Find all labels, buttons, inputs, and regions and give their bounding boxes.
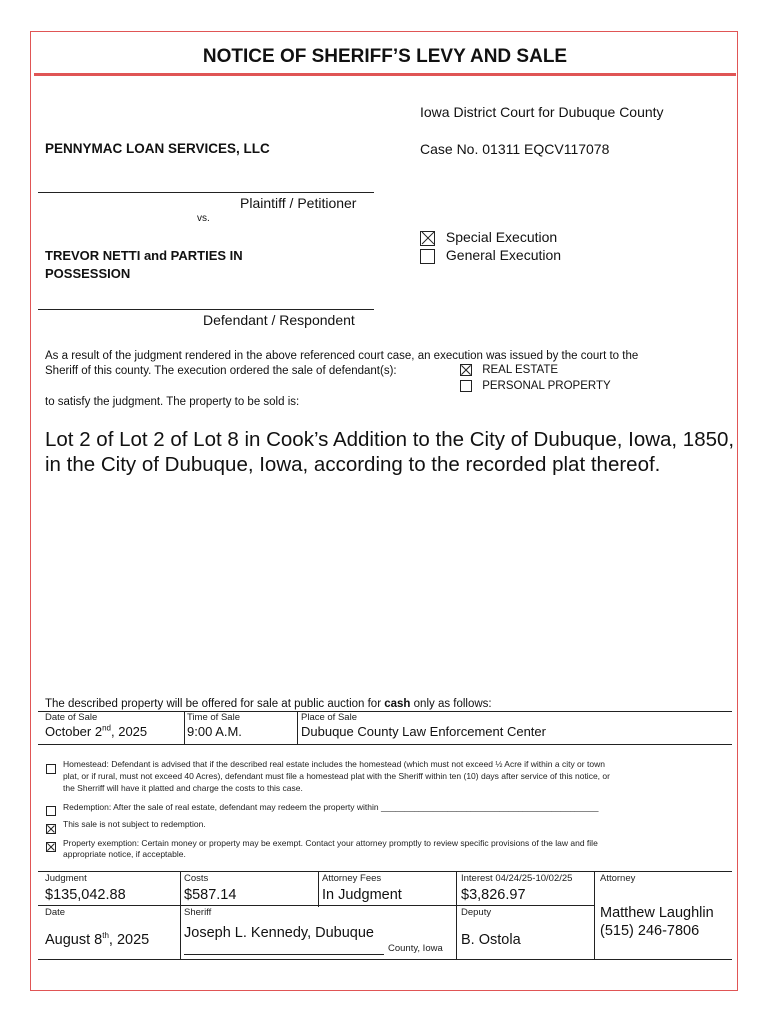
exemption-checkbox-wrap: [46, 838, 56, 856]
personal-property-label: PERSONAL PROPERTY: [482, 380, 611, 392]
real-estate-row: [460, 363, 558, 378]
signature-date-label: Date: [45, 907, 66, 918]
sheriff-signature-rule: [184, 954, 384, 955]
sale-table-top-rule: [38, 711, 732, 712]
redemption-text: Redemption: After the sale of real estate, defendant may redeem the property within ______________________________________________: [63, 802, 599, 812]
special-execution-checkbox[interactable]: [420, 231, 435, 246]
amounts-bottom-rule: [38, 959, 732, 960]
costs-label: Costs: [184, 873, 209, 884]
defendant-name-line2: POSSESSION: [45, 266, 131, 281]
versus-label: vs.: [197, 213, 210, 224]
general-execution-label: General Execution: [445, 247, 562, 263]
homestead-checkbox[interactable]: [46, 764, 56, 774]
place-of-sale-value: Dubuque County Law Enforcement Center: [301, 724, 546, 739]
satisfy-text: to satisfy the judgment. The property to be sold is:: [45, 396, 300, 408]
attorney-name: Matthew Laughlin: [600, 905, 714, 921]
sale-table-bottom-rule: [38, 744, 732, 745]
auction-text-cash: cash: [384, 698, 411, 710]
amounts-middle-rule: [38, 905, 594, 906]
defendant-rule: [38, 309, 374, 310]
sale-divider-2: [297, 711, 298, 744]
attorney-label: Attorney: [600, 873, 636, 884]
real-estate-label: REAL ESTATE: [482, 364, 559, 376]
attorney-fees-value: In Judgment: [322, 887, 402, 903]
sheriff-name: Joseph L. Kennedy, Dubuque: [184, 925, 374, 941]
date-of-sale-value: October 2nd, 2025: [45, 723, 148, 739]
special-execution-label: Special Execution: [445, 229, 558, 245]
document-title: NOTICE OF SHERIFF’S LEVY AND SALE: [202, 46, 568, 67]
date-of-sale-label: Date of Sale: [45, 712, 98, 723]
attorney-fees-label: Attorney Fees: [322, 873, 382, 884]
amounts-divider-1: [180, 871, 181, 959]
exemption-line1: Property exemption: Certain money or property may be exempt. Contact your attorney promptly to review specific provisions of the law and file: [63, 838, 598, 848]
auction-text-before: The described property will be offered for sale at public auction for: [45, 698, 385, 710]
personal-property-row: [460, 379, 611, 394]
homestead-line3: the Sherriff will have it platted and charge the costs to this case.: [63, 783, 303, 793]
exemption-checkbox[interactable]: [46, 842, 56, 852]
property-description-line1: Lot 2 of Lot 2 of Lot 8 in Cook’s Addition to the City of Dubuque, Iowa, 1850,: [45, 428, 735, 451]
judgment-value: $135,042.88: [45, 887, 126, 903]
homestead-checkbox-wrap: [46, 760, 56, 778]
sheriff-label: Sheriff: [184, 907, 212, 918]
place-of-sale-label: Place of Sale: [301, 712, 357, 723]
special-execution-row: [420, 229, 557, 246]
plaintiff-rule: [38, 192, 374, 193]
exemption-line2: appropriate notice, if acceptable.: [63, 849, 186, 859]
auction-text-after: only as follows:: [410, 698, 492, 710]
costs-value: $587.14: [184, 887, 237, 903]
amounts-top-rule: [38, 871, 732, 872]
deputy-name: B. Ostola: [461, 932, 521, 948]
plaintiff-name: PENNYMAC LOAN SERVICES, LLC: [45, 141, 270, 156]
deputy-label: Deputy: [461, 907, 492, 918]
defendant-name-line1: TREVOR NETTI and PARTIES IN: [45, 248, 243, 263]
property-description-line2: in the City of Dubuque, Iowa, according to the recorded plat thereof.: [45, 453, 661, 476]
general-execution-row: [420, 247, 561, 264]
case-number: Case No. 01311 EQCV117078: [420, 141, 610, 157]
judgment-paragraph-line2: Sheriff of this county. The execution ordered the sale of defendant(s):: [45, 365, 397, 377]
real-estate-checkbox[interactable]: [460, 364, 472, 376]
judgment-label: Judgment: [45, 873, 87, 884]
sale-divider-1: [184, 711, 185, 744]
not-subject-checkbox-wrap: [46, 820, 56, 838]
not-subject-checkbox[interactable]: [46, 824, 56, 834]
redemption-checkbox-wrap: [46, 802, 56, 820]
auction-text: [45, 697, 492, 712]
court-name: Iowa District Court for Dubuque County: [420, 104, 664, 120]
personal-property-checkbox[interactable]: [460, 380, 472, 392]
redemption-checkbox[interactable]: [46, 806, 56, 816]
amounts-divider-3: [456, 871, 457, 959]
interest-value: $3,826.97: [461, 887, 526, 903]
interest-label: Interest 04/24/25-10/02/25: [461, 873, 573, 884]
amounts-divider-4: [594, 871, 595, 959]
homestead-line2: plat, or if rural, must not exceed 40 Acres), defendant must file a homestead plat with the Sheriff within ten (10) days after service of this notice, or: [63, 771, 610, 781]
judgment-paragraph-line1: As a result of the judgment rendered in the above referenced court case, an execution was issued by the court to the: [45, 350, 639, 362]
title-underline: [34, 73, 736, 76]
not-subject-text: This sale is not subject to redemption.: [63, 819, 206, 829]
signature-date-value: August 8th, 2025: [45, 931, 150, 948]
amounts-divider-2: [318, 871, 319, 907]
defendant-label: Defendant / Respondent: [203, 312, 355, 328]
county-text: County, Iowa: [388, 943, 443, 954]
general-execution-checkbox[interactable]: [420, 249, 435, 264]
time-of-sale-value: 9:00 A.M.: [187, 724, 242, 739]
plaintiff-label: Plaintiff / Petitioner: [240, 195, 357, 211]
time-of-sale-label: Time of Sale: [187, 712, 240, 723]
homestead-line1: Homestead: Defendant is advised that if the described real estate includes the homestead (which must not exceed ½ Acre if within a city or town: [63, 759, 605, 769]
attorney-phone: (515) 246-7806: [600, 923, 700, 939]
